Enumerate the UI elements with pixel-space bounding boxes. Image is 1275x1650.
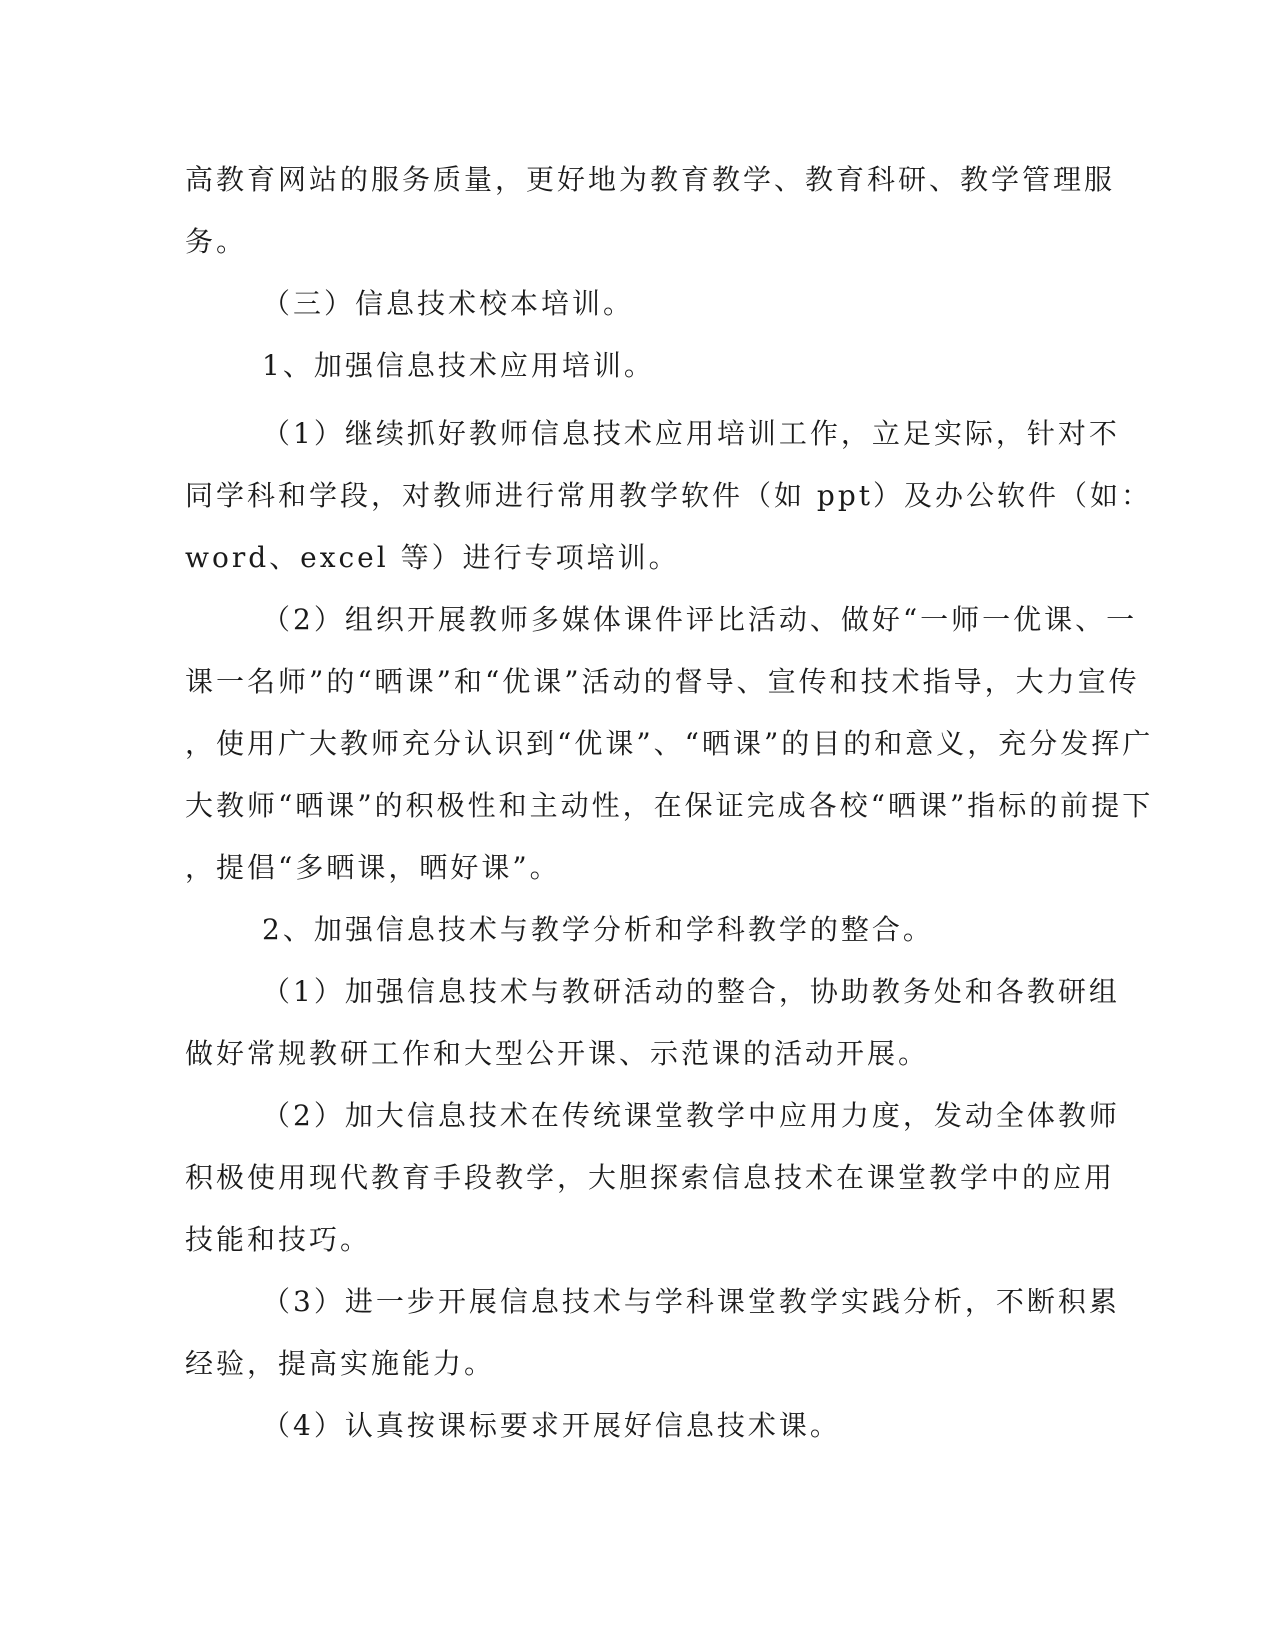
paragraph-line: 技能和技巧。 — [185, 1223, 372, 1256]
paragraph-line: 经验，提高实施能力。 — [185, 1347, 496, 1380]
paragraph-line: （4）认真按课标要求开展好信息技术课。 — [262, 1409, 841, 1442]
paragraph-line: 同学科和学段，对教师进行常用教学软件（如 ppt）及办公软件（如： — [185, 479, 1153, 512]
paragraph-line: 高教育网站的服务质量，更好地为教育教学、教育科研、教学管理服 — [185, 163, 1116, 196]
paragraph-line: word、excel 等）进行专项培训。 — [185, 541, 680, 574]
paragraph-line: ，提倡“多晒课，晒好课”。 — [185, 851, 561, 884]
paragraph-line: （1）继续抓好教师信息技术应用培训工作，立足实际，针对不 — [262, 417, 1120, 450]
section-heading: （三）信息技术校本培训。 — [262, 287, 635, 320]
subsection-heading: 1、加强信息技术应用培训。 — [262, 349, 655, 382]
subsection-heading: 2、加强信息技术与教学分析和学科教学的整合。 — [262, 913, 934, 946]
paragraph-line: 积极使用现代教育手段教学，大胆探索信息技术在课堂教学中的应用 — [185, 1161, 1116, 1194]
paragraph-line: （2）加大信息技术在传统课堂教学中应用力度，发动全体教师 — [262, 1099, 1120, 1132]
paragraph-line: 务。 — [185, 225, 248, 258]
paragraph-line: （2）组织开展教师多媒体课件评比活动、做好“一师一优课、一 — [262, 603, 1138, 636]
paragraph-line: 大教师“晒课”的积极性和主动性，在保证完成各校“晒课”指标的前提下 — [185, 789, 1154, 822]
paragraph-line: ，使用广大教师充分认识到“优课”、“晒课”的目的和意义，充分发挥广 — [185, 727, 1154, 760]
paragraph-line: （3）进一步开展信息技术与学科课堂教学实践分析，不断积累 — [262, 1285, 1120, 1318]
paragraph-line: 做好常规教研工作和大型公开课、示范课的活动开展。 — [185, 1037, 930, 1070]
paragraph-line: 课一名师”的“晒课”和“优课”活动的督导、宣传和技术指导，大力宣传 — [185, 665, 1140, 698]
paragraph-line: （1）加强信息技术与教研活动的整合，协助教务处和各教研组 — [262, 975, 1120, 1008]
